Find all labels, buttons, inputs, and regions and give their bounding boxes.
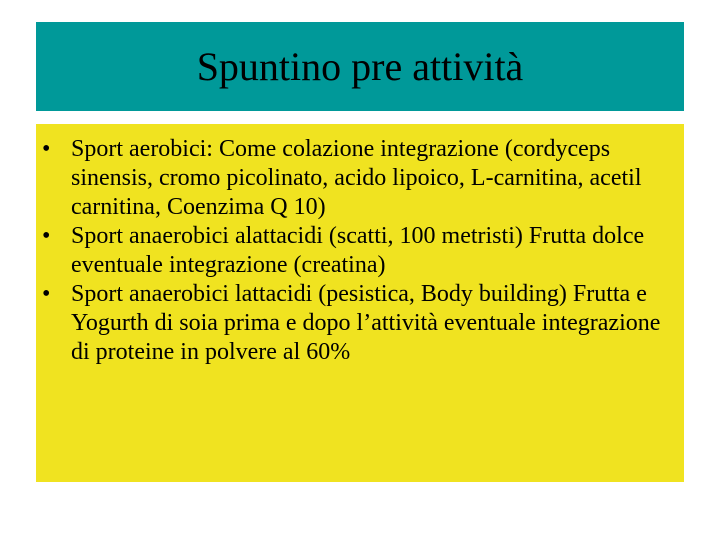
bullet-text: Sport anaerobici lattacidi (pesistica, Body building) Frutta e Yogurth di soia prima e dopo l’attività eventuale integrazione di proteine in polvere al 60% [71, 281, 661, 365]
bullet-icon: • [42, 223, 51, 249]
content-panel [36, 124, 684, 482]
bullet-list [36, 135, 684, 367]
slide-title: Spuntino pre attività [196, 43, 524, 89]
bullet-icon: • [42, 281, 51, 307]
bullet-item-aerobic [36, 135, 684, 222]
bullet-item-alactic [36, 222, 684, 280]
title-banner [36, 22, 684, 111]
bullet-icon: • [42, 136, 51, 162]
bullet-text: Sport aerobici: Come colazione integrazione (cordyceps sinensis, cromo picolinato, acido lipoico, L-carnitina, acetil carnitina, Coenzima Q 10) [71, 136, 642, 220]
bullet-item-lactic [36, 280, 684, 367]
bullet-text: Sport anaerobici alattacidi (scatti, 100 metristi) Frutta dolce eventuale integrazione (creatina) [71, 223, 645, 278]
